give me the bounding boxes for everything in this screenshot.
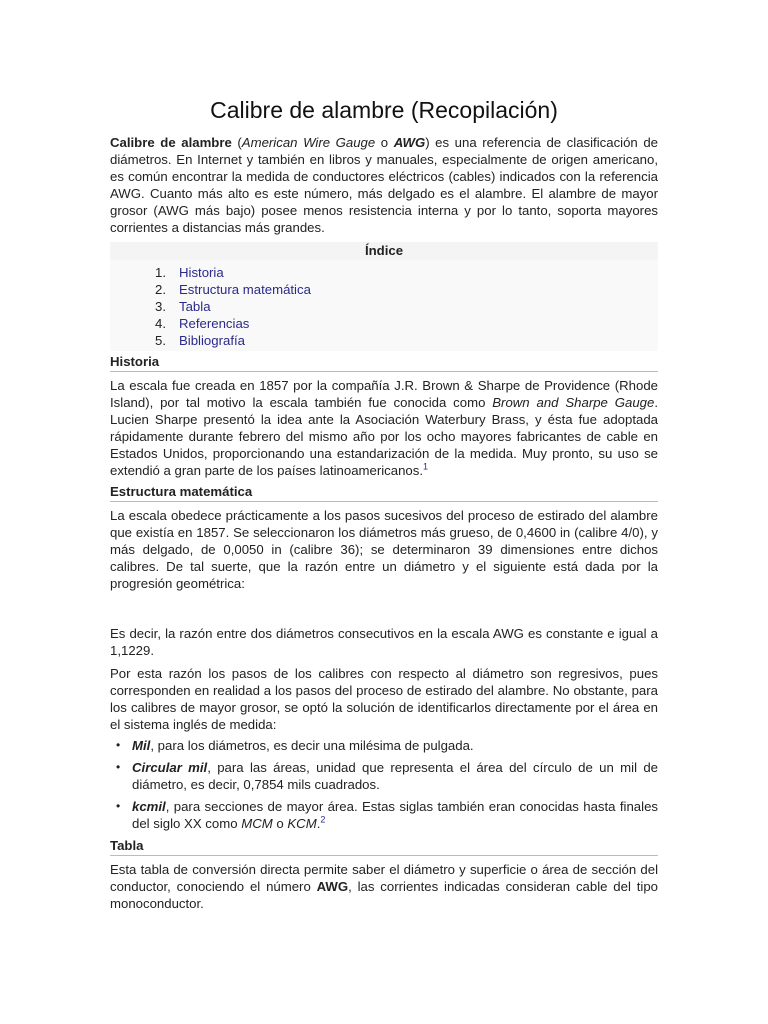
toc-item-historia bbox=[155, 264, 658, 281]
list-term: Circular mil bbox=[132, 760, 208, 775]
toc-number: 2. bbox=[155, 282, 166, 297]
estructura-paragraph-1: La escala obedece prácticamente a los pasos sucesivos del proceso de estirado del alambre que existía en 1857. Se seleccionaron los diámetros más grueso, de 0,4600 in (calibre 4/0), y más delgado, de 0,0050 in (calibre 36); se determinaron 39 dimensiones entre dichos calibres. De tal suerte, que la razón entre un diámetro y el siguiente está dada por la progresión geométrica: bbox=[110, 508, 658, 591]
list-abbr-kcm: KCM bbox=[287, 816, 317, 831]
tabla-text-2: , las corrientes indicadas consideran cable del tipo monoconductor. bbox=[110, 879, 658, 911]
units-list bbox=[110, 737, 658, 832]
bullet-icon: • bbox=[116, 760, 121, 774]
estructura-paragraph-3: Por esta razón los pasos de los calibres con respecto al diámetro son regresivos, pues corresponden en realidad a los pasos del proceso de estirado del alambre. No obstante, para los calibres de mayor grosor, se optó la solución de identificarlos directamente por el área en el sistema inglés de medida: bbox=[110, 666, 658, 732]
toc-number: 5. bbox=[155, 333, 166, 348]
table-of-contents bbox=[110, 260, 658, 351]
toc-link-referencias[interactable]: Referencias bbox=[179, 316, 250, 331]
intro-abbreviation: AWG bbox=[393, 135, 426, 150]
page-title: Calibre de alambre (Recopilación) bbox=[210, 97, 558, 123]
intro-paragraph bbox=[110, 134, 658, 236]
intro-text-2: o bbox=[375, 135, 394, 150]
tabla-awg: AWG bbox=[316, 879, 349, 894]
section-heading-tabla: Tabla bbox=[110, 837, 658, 856]
list-text: , para las áreas, unidad que representa el área del círculo de un mil de diámetro, es decir, 0,7854 mils cuadrados. bbox=[132, 760, 659, 792]
section-heading-estructura: Estructura matemática bbox=[110, 483, 658, 502]
list-item-circular-mil bbox=[116, 759, 659, 793]
toc-item-referencias bbox=[155, 315, 658, 332]
historia-gauge-name: Brown and Sharpe Gauge bbox=[492, 395, 655, 410]
list-term: Mil bbox=[132, 738, 151, 753]
section-heading-historia: Historia bbox=[110, 353, 658, 372]
toc-item-estructura bbox=[155, 281, 658, 298]
toc-link-historia[interactable]: Historia bbox=[179, 265, 224, 280]
list-text: o bbox=[272, 816, 288, 831]
toc-number: 4. bbox=[155, 316, 166, 331]
footnote-ref-2[interactable]: 2 bbox=[320, 814, 326, 825]
toc-heading: Índice bbox=[110, 242, 658, 260]
list-abbr-mcm: MCM bbox=[241, 816, 273, 831]
historia-text-2: . Lucien Sharpe presentó la idea ante la Asociación Waterbury Brass, y ésta fue adoptada rápidamente durante febrero del mismo año por los ocho mayores fabricantes de cable en Estados Unidos, proporcionando una estandarización de la medida. Muy pronto, su uso se extendió a gran parte de los países latinoamericanos. bbox=[110, 395, 658, 478]
formula-placeholder bbox=[110, 596, 658, 625]
toc-item-tabla bbox=[155, 298, 658, 315]
toc-link-tabla[interactable]: Tabla bbox=[179, 299, 211, 314]
intro-text-3: ) es una referencia de clasificación de diámetros. En Internet y también en libros y manuales, especialmente de origen americano, es común encontrar la medida de conductores eléctricos (cables) indicados con la referencia AWG. Cuanto más alto es este número, más delgado es el alambre. El alambre de mayor grosor (AWG más bajo) posee menos resistencia interna y por lo tanto, soporta mayores corrientes a distancias más grandes. bbox=[110, 135, 659, 235]
list-term: kcmil bbox=[132, 799, 166, 814]
toc-link-bibliografia[interactable]: Bibliografía bbox=[179, 333, 245, 348]
intro-term: Calibre de alambre bbox=[110, 135, 232, 150]
estructura-paragraph-2: Es decir, la razón entre dos diámetros consecutivos en la escala AWG es constante e igual a 1,1229. bbox=[110, 626, 658, 658]
toc-number: 3. bbox=[155, 299, 166, 314]
tabla-paragraph bbox=[110, 861, 658, 912]
toc-number: 1. bbox=[155, 265, 166, 280]
list-text: , para secciones de mayor área. Estas siglas también eran conocidas hasta finales del siglo XX como bbox=[132, 799, 658, 831]
bullet-icon: • bbox=[116, 738, 121, 752]
toc-item-bibliografia bbox=[155, 332, 658, 349]
list-item-kcmil bbox=[116, 798, 658, 832]
list-text: , para los diámetros, es decir una milésima de pulgada. bbox=[150, 738, 474, 753]
historia-paragraph bbox=[110, 377, 658, 479]
historia-text-1: La escala fue creada en 1857 por la compañía J.R. Brown & Sharpe de Providence (Rhode Island), por tal motivo la escala también fue conocida como bbox=[110, 378, 658, 410]
toc-link-estructura[interactable]: Estructura matemática bbox=[179, 282, 311, 297]
intro-english-name: American Wire Gauge bbox=[241, 135, 376, 150]
list-item-mil bbox=[116, 737, 658, 754]
intro-text-1: ( bbox=[231, 135, 242, 150]
tabla-text-1: Esta tabla de conversión directa permite saber el diámetro y superficie o área de sección del conductor, conociendo el número bbox=[110, 862, 658, 894]
list-text: . bbox=[316, 816, 321, 831]
bullet-icon: • bbox=[116, 799, 121, 813]
footnote-ref-1[interactable]: 1 bbox=[423, 461, 429, 472]
